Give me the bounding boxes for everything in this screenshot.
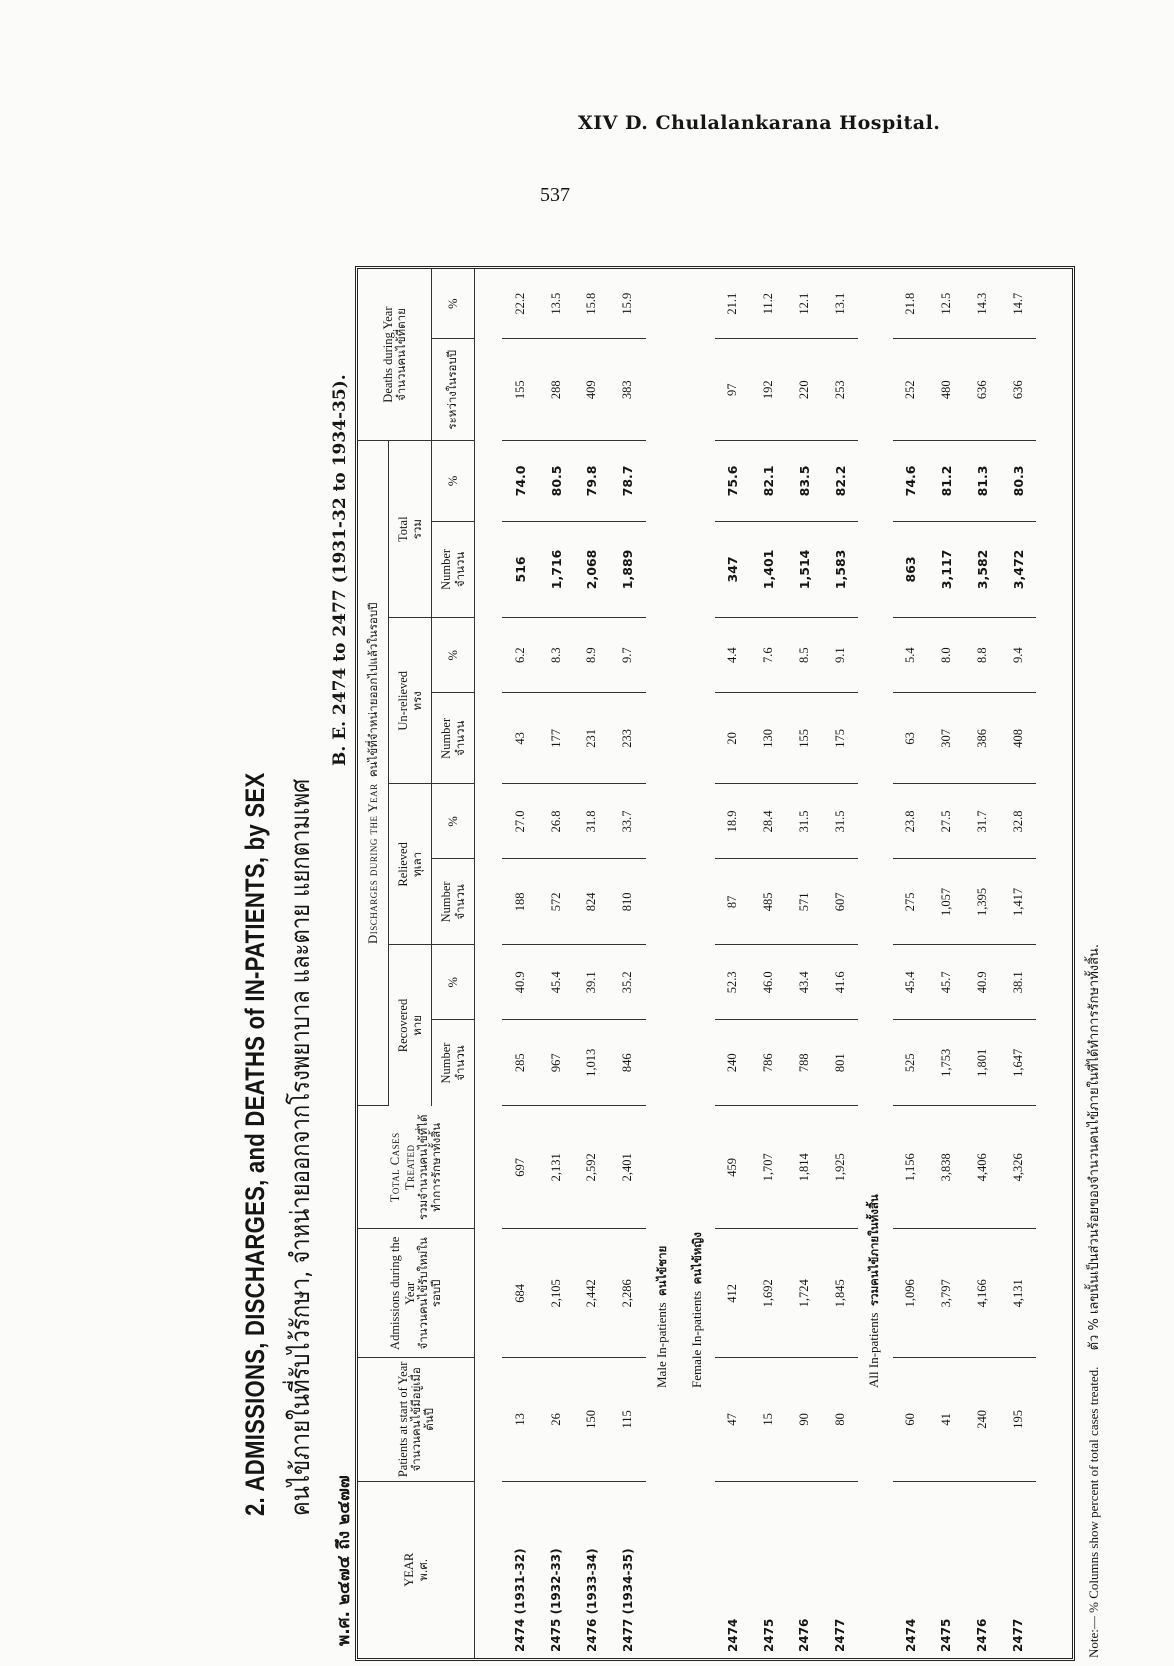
table-cell: 307: [929, 693, 965, 784]
table-cell: 5.4: [893, 618, 929, 693]
table-row: [1000, 269, 1036, 1658]
table-cell: 83.5: [786, 441, 822, 521]
table-cell: 188: [502, 859, 538, 945]
table-cell: 80: [822, 1358, 858, 1481]
table-cell: 485: [751, 859, 787, 945]
table-cell: 15.9: [610, 269, 646, 339]
table-cell: 2,068: [574, 521, 610, 618]
table-cell: 1,401: [751, 521, 787, 618]
table-row: [964, 269, 1000, 1658]
header-number: Number จำนวน: [432, 1020, 475, 1106]
table-row: [538, 269, 574, 1658]
table-cell: 33.7: [610, 784, 646, 859]
header-deaths: Deaths during Year จำนวนคนไข้ที่ตาย: [358, 269, 432, 441]
table-cell: 2476: [797, 1618, 812, 1652]
table-cell: 1,925: [822, 1106, 858, 1229]
table-cell: 43.4: [786, 945, 822, 1020]
table-cell: 32.8: [1000, 784, 1036, 859]
table-cell: 3,582: [964, 521, 1000, 618]
table-cell: 14.3: [964, 269, 1000, 339]
table-cell: 150: [574, 1358, 610, 1481]
table-cell: 155: [502, 339, 538, 441]
table-cell: 2477 (1934-35): [620, 1548, 635, 1652]
header-total-treated: Total Cases Treated รวมจำนวนคนไข้ที่ได้ทำการรักษาทั้งสิ้น: [358, 1106, 475, 1229]
header-total-discharges: Total รวม: [389, 441, 432, 618]
table-cell: 347: [715, 521, 751, 618]
table-cell: 2477: [1011, 1618, 1026, 1652]
table-cell: 39.1: [574, 945, 610, 1020]
table-cell: 18.9: [715, 784, 751, 859]
table-cell: 82.2: [822, 441, 858, 521]
table-cell: 177: [538, 693, 574, 784]
table-cell: 810: [610, 859, 646, 945]
header-admissions: Admissions during the Year จำนวนคนไข้รับใหม่ในรอบปี: [358, 1229, 475, 1358]
table-cell: 636: [1000, 339, 1036, 441]
table-cell: 801: [822, 1020, 858, 1106]
table-cell: 1,417: [1000, 859, 1036, 945]
table-cell: 1,753: [929, 1020, 965, 1106]
table-cell: 3,838: [929, 1106, 965, 1229]
table-cell: All In-patients รวมคนไข้ภายในทั้งสิ้น: [866, 1194, 882, 1388]
table-row: [610, 269, 646, 1658]
table-cell: 1,514: [786, 521, 822, 618]
header-number: Number จำนวน: [432, 693, 475, 784]
table-cell: 220: [786, 339, 822, 441]
note-english: Note:— % Columns show percent of total cases treated.: [1086, 1366, 1101, 1658]
table-cell: 3,472: [1000, 521, 1036, 618]
table-cell: 240: [964, 1358, 1000, 1481]
table-cell: 1,889: [610, 521, 646, 618]
header-number: Number จำนวน: [432, 521, 475, 618]
table-cell: 8.5: [786, 618, 822, 693]
table-cell: 516: [502, 521, 538, 618]
table-cell: 31.5: [786, 784, 822, 859]
table-cell: 2474: [903, 1618, 918, 1652]
table-cell: 240: [715, 1020, 751, 1106]
table-cell: 47: [715, 1358, 751, 1481]
table-cell: 2475: [761, 1618, 776, 1652]
table-cell: 21.8: [893, 269, 929, 339]
table-cell: 21.1: [715, 269, 751, 339]
table-cell: 78.7: [610, 441, 646, 521]
table-cell: 4,406: [964, 1106, 1000, 1229]
table-cell: 90: [786, 1358, 822, 1481]
table-cell: 192: [751, 339, 787, 441]
table-cell: 4,166: [964, 1229, 1000, 1358]
table-cell: 81.2: [929, 441, 965, 521]
table-cell: 1,647: [1000, 1020, 1036, 1106]
section-label-all: [858, 269, 893, 1658]
table-cell: 74.6: [893, 441, 929, 521]
table-cell: 2475 (1932-33): [549, 1548, 564, 1652]
table-cell: 52.3: [715, 945, 751, 1020]
table-cell: 697: [502, 1106, 538, 1229]
table-cell: Female In-patients คนไข้หญิง: [688, 1232, 704, 1388]
table-cell: 1,724: [786, 1229, 822, 1358]
table-cell: 20: [715, 693, 751, 784]
table-row: [893, 269, 929, 1658]
table-cell: 31.8: [574, 784, 610, 859]
header-pct: %: [432, 441, 475, 521]
table-cell: 40.9: [964, 945, 1000, 1020]
table-cell: 2477: [833, 1618, 848, 1652]
table-cell: 15.8: [574, 269, 610, 339]
table-cell: 233: [610, 693, 646, 784]
table-cell: 386: [964, 693, 1000, 784]
table-cell: 22.2: [502, 269, 538, 339]
table-cell: 12.1: [786, 269, 822, 339]
table-title-thai: คนไข้ภายในที่รับไว้รักษา, จำหน่ายออกจากโรงพยาบาล และตาย แยกตามเพศ: [286, 778, 316, 1516]
table-cell: 6.2: [502, 618, 538, 693]
table-row: [822, 269, 858, 1658]
table-cell: 1,013: [574, 1020, 610, 1106]
header-number: Number จำนวน: [432, 859, 475, 945]
table-cell: 459: [715, 1106, 751, 1229]
table-cell: 9.1: [822, 618, 858, 693]
table-title-english: 2. ADMISSIONS, DISCHARGES, and DEATHS of IN-PATIENTS, by SEX: [240, 772, 270, 1516]
table-cell: [1036, 269, 1072, 1658]
table-cell: 80.5: [538, 441, 574, 521]
table-cell: 572: [538, 859, 574, 945]
table-cell: 31.5: [822, 784, 858, 859]
page-header: XIV D. Chulalankarana Hospital.: [578, 112, 941, 134]
table-cell: 684: [502, 1229, 538, 1358]
table-cell: 3,797: [929, 1229, 965, 1358]
table-cell: 409: [574, 339, 610, 441]
table-cell: 15: [751, 1358, 787, 1481]
header-patients-start: Patients at start of Year จำนวนคนไข้มีอยู่เมื่อต้นปี: [358, 1358, 475, 1481]
table-cell: [475, 269, 503, 1658]
period-thai: พ.ศ. ๒๔๗๔ ถึง ๒๔๗๗: [334, 1475, 354, 1646]
inpatients-table: [358, 269, 1072, 1658]
table-cell: 155: [786, 693, 822, 784]
table-cell: 14.7: [1000, 269, 1036, 339]
table-note: [1083, 944, 1104, 1658]
table-cell: 41.6: [822, 945, 858, 1020]
table-cell: 9.4: [1000, 618, 1036, 693]
table-cell: 74.0: [502, 441, 538, 521]
table-cell: 253: [822, 339, 858, 441]
header-relieved: Relieved ทุเลา: [389, 784, 432, 945]
table-cell: 4,326: [1000, 1106, 1036, 1229]
header-pct: %: [432, 269, 475, 339]
header-pct: %: [432, 618, 475, 693]
title-block: [180, 246, 330, 1666]
table-cell: 45.4: [538, 945, 574, 1020]
table-cell: 788: [786, 1020, 822, 1106]
table-cell: 275: [893, 859, 929, 945]
table-row: [786, 269, 822, 1658]
table-cell: 1,096: [893, 1229, 929, 1358]
table-cell: 2474: [725, 1618, 740, 1652]
table-cell: 175: [822, 693, 858, 784]
table-cell: 82.1: [751, 441, 787, 521]
table-cell: 43: [502, 693, 538, 784]
table-cell: 130: [751, 693, 787, 784]
table-cell: 2,442: [574, 1229, 610, 1358]
table-cell: 60: [893, 1358, 929, 1481]
table-cell: 2,131: [538, 1106, 574, 1229]
table-cell: 607: [822, 859, 858, 945]
table-cell: 571: [786, 859, 822, 945]
header-pct: %: [432, 784, 475, 859]
table-cell: 1,692: [751, 1229, 787, 1358]
table-cell: 2,105: [538, 1229, 574, 1358]
note-thai: ตัว % เลขนั้นเป็นส่วนร้อยของจำนวนคนไข้ภายในที่ได้ทำการรักษาทั้งสิ้น.: [1087, 943, 1102, 1351]
table-row: [574, 269, 610, 1658]
table-cell: 3,117: [929, 521, 965, 618]
table-cell: 2475: [939, 1618, 954, 1652]
table-cell: 27.5: [929, 784, 965, 859]
table-cell: 28.4: [751, 784, 787, 859]
table-cell: 45.7: [929, 945, 965, 1020]
table-cell: 4,131: [1000, 1229, 1036, 1358]
table-cell: 81.3: [964, 441, 1000, 521]
table-cell: 13.1: [822, 269, 858, 339]
table-cell: 252: [893, 339, 929, 441]
table-cell: 8.8: [964, 618, 1000, 693]
table-cell: 480: [929, 339, 965, 441]
page-number: 537: [540, 184, 570, 206]
table-cell: 1,057: [929, 859, 965, 945]
table-cell: 2,401: [610, 1106, 646, 1229]
header-deaths-number: ระหว่างในรอบปี: [432, 339, 475, 441]
header-pct: %: [432, 945, 475, 1020]
header-unrelieved: Un-relieved ทรง: [389, 618, 432, 784]
table-cell: 525: [893, 1020, 929, 1106]
table-cell: 13.5: [538, 269, 574, 339]
table-cell: 7.6: [751, 618, 787, 693]
section-label-male: [646, 269, 681, 1658]
table-cell: 824: [574, 859, 610, 945]
table-cell: 8.9: [574, 618, 610, 693]
table-cell: 1,395: [964, 859, 1000, 945]
table-cell: 35.2: [610, 945, 646, 1020]
table-cell: 26: [538, 1358, 574, 1481]
table-cell: 97: [715, 339, 751, 441]
period-english: B. E. 2474 to 2477 (1931-32 to 1934-35).: [330, 374, 350, 766]
table-cell: 288: [538, 339, 574, 441]
table-cell: 1,583: [822, 521, 858, 618]
rotated-table-page: [180, 246, 1130, 1666]
table-cell: 75.6: [715, 441, 751, 521]
statistics-table: [355, 266, 1075, 1661]
table-cell: 26.8: [538, 784, 574, 859]
table-cell: 383: [610, 339, 646, 441]
table-cell: 863: [893, 521, 929, 618]
table-cell: 115: [610, 1358, 646, 1481]
table-cell: 11.2: [751, 269, 787, 339]
table-row: [502, 269, 538, 1658]
section-label-female: [680, 269, 715, 1658]
table-cell: 27.0: [502, 784, 538, 859]
table-cell: 412: [715, 1229, 751, 1358]
table-cell: 79.8: [574, 441, 610, 521]
table-row: [751, 269, 787, 1658]
table-cell: 12.5: [929, 269, 965, 339]
table-cell: 8.3: [538, 618, 574, 693]
table-cell: 636: [964, 339, 1000, 441]
table-cell: 45.4: [893, 945, 929, 1020]
table-cell: 2474 (1931-32): [513, 1548, 528, 1652]
table-cell: 31.7: [964, 784, 1000, 859]
table-cell: 8.0: [929, 618, 965, 693]
table-cell: 9.7: [610, 618, 646, 693]
table-cell: 2476 (1933-34): [584, 1548, 599, 1652]
table-cell: 2476: [975, 1618, 990, 1652]
table-cell: 1,801: [964, 1020, 1000, 1106]
header-recovered: Recovered หาย: [389, 945, 432, 1106]
table-cell: 1,716: [538, 521, 574, 618]
table-cell: 967: [538, 1020, 574, 1106]
table-cell: 38.1: [1000, 945, 1036, 1020]
table-cell: 46.0: [751, 945, 787, 1020]
table-cell: 285: [502, 1020, 538, 1106]
table-cell: 846: [610, 1020, 646, 1106]
table-cell: 2,592: [574, 1106, 610, 1229]
header-discharges: Discharges during the Year คนไข้ที่จำหน่ายออกไปแล้วในรอบปี: [358, 441, 389, 1106]
table-cell: 13: [502, 1358, 538, 1481]
table-cell: 4.4: [715, 618, 751, 693]
table-cell: Male In-patients คนไข้ชาย: [653, 1245, 669, 1388]
table-cell: 195: [1000, 1358, 1036, 1481]
table-cell: 1,707: [751, 1106, 787, 1229]
table-cell: 41: [929, 1358, 965, 1481]
table-row: [715, 269, 751, 1658]
table-cell: 2,286: [610, 1229, 646, 1358]
table-cell: 87: [715, 859, 751, 945]
table-cell: 231: [574, 693, 610, 784]
header-year: YEAR พ.ศ.: [358, 1481, 475, 1658]
table-cell: 63: [893, 693, 929, 784]
table-cell: 1,156: [893, 1106, 929, 1229]
table-cell: 786: [751, 1020, 787, 1106]
table-cell: 1,845: [822, 1229, 858, 1358]
table-cell: 80.3: [1000, 441, 1036, 521]
table-row: [929, 269, 965, 1658]
table-cell: 408: [1000, 693, 1036, 784]
table-cell: 23.8: [893, 784, 929, 859]
table-cell: 40.9: [502, 945, 538, 1020]
table-cell: 1,814: [786, 1106, 822, 1229]
